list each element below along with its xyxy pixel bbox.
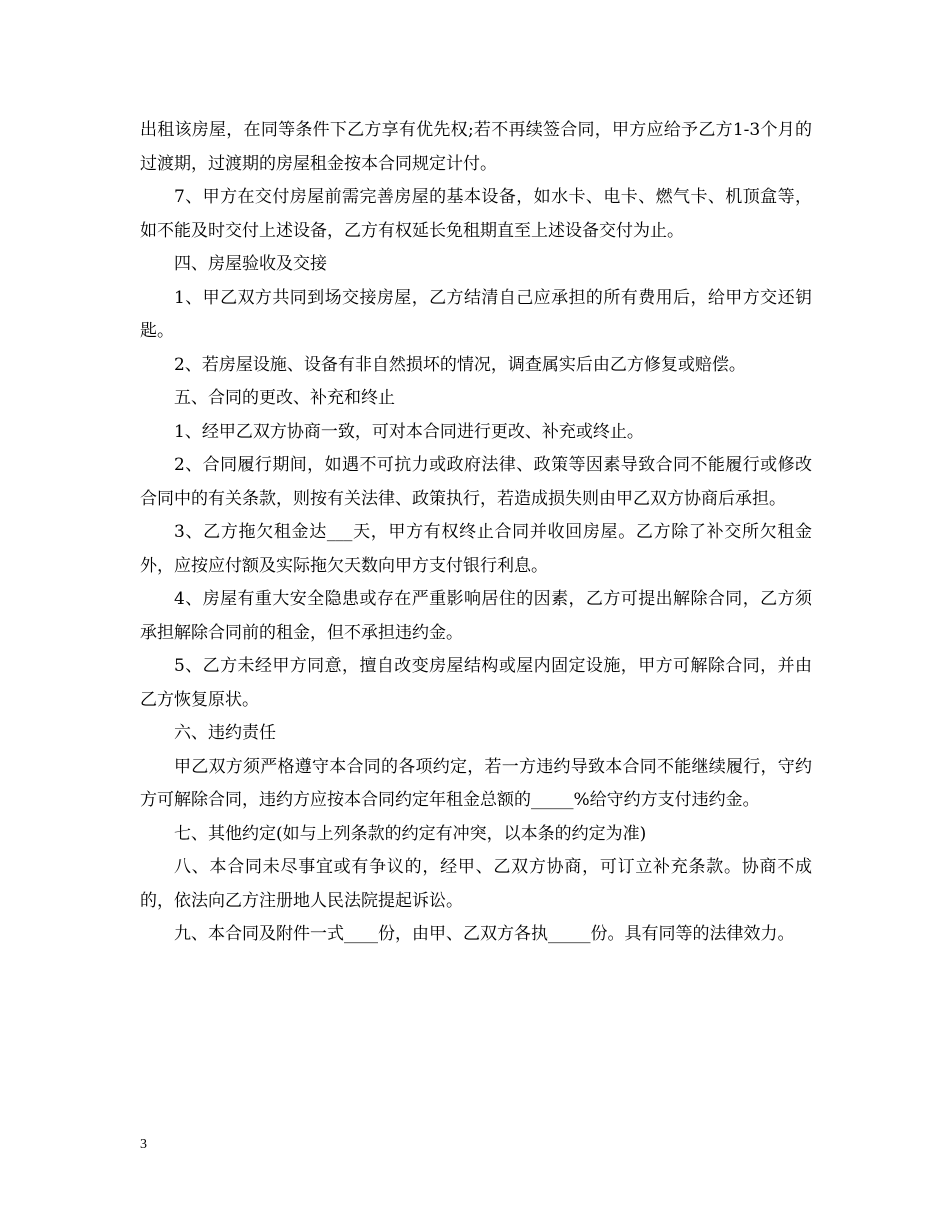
paragraph-1: 出租该房屋，在同等条件下乙方享有优先权;若不再续签合同，甲方应给予乙方1-3个月的过渡期，过渡期的房屋租金按本合同规定计付。: [140, 120, 812, 174]
section-heading-7: 七、其他约定(如与上列条款的约定有冲突，以本条的约定为准): [174, 823, 647, 844]
document-body: [140, 114, 812, 952]
paragraph-8: 2、合同履行期间，如遇不可抗力或政府法律、政策等因素导致合同不能履行或修改合同中的有关条款，则按有关法律、政策执行，若造成损失则由甲乙双方协商后承担。: [140, 455, 812, 509]
section-heading-4: 四、房屋验收及交接: [174, 254, 327, 274]
paragraph-5: 2、若房屋设施、设备有非自然损坏的情况，调查属实后由乙方修复或赔偿。: [174, 354, 746, 375]
section-heading-5: 五、合同的更改、补充和终止: [174, 388, 395, 408]
paragraph-9: 3、乙方拖欠租金达___天，甲方有权终止合同并收回房屋。乙方除了补交所欠租金外，应按应付额及实际拖欠天数向甲方支付银行利息。: [140, 522, 812, 576]
section-heading-6: 六、违约责任: [174, 723, 276, 743]
section-heading-9: 九、本合同及附件一式____份，由甲、乙双方各执_____份。具有同等的法律效力。: [174, 924, 795, 944]
paragraph-2: 7、甲方在交付房屋前需完善房屋的基本设备，如水卡、电卡、燃气卡、机顶盒等，如不能及时交付上述设备，乙方有权延长免租期直至上述设备交付为止。: [140, 187, 812, 241]
paragraph-11: 5、乙方未经甲方同意，擅自改变房屋结构或屋内固定设施，甲方可解除合同，并由乙方恢复原状。: [140, 656, 812, 710]
page-number: 3: [140, 1137, 147, 1152]
paragraph-10: 4、房屋有重大安全隐患或存在严重影响居住的因素，乙方可提出解除合同，乙方须承担解除合同前的租金，但不承担违约金。: [140, 589, 812, 643]
paragraph-7: 1、经甲乙双方协商一致，可对本合同进行更改、补充或终止。: [174, 421, 644, 442]
paragraph-13: 甲乙双方须严格遵守本合同的各项约定，若一方违约导致本合同不能继续履行，守约方可解除合同，违约方应按本合同约定年租金总额的_____%给守约方支付违约金。: [140, 756, 812, 810]
section-heading-8: 八、本合同未尽事宜或有争议的，经甲、乙双方协商，可订立补充条款。协商不成的，依法向乙方注册地人民法院提起诉讼。: [140, 857, 812, 911]
paragraph-4: 1、甲乙双方共同到场交接房屋，乙方结清自己应承担的所有费用后，给甲方交还钥匙。: [140, 287, 812, 341]
